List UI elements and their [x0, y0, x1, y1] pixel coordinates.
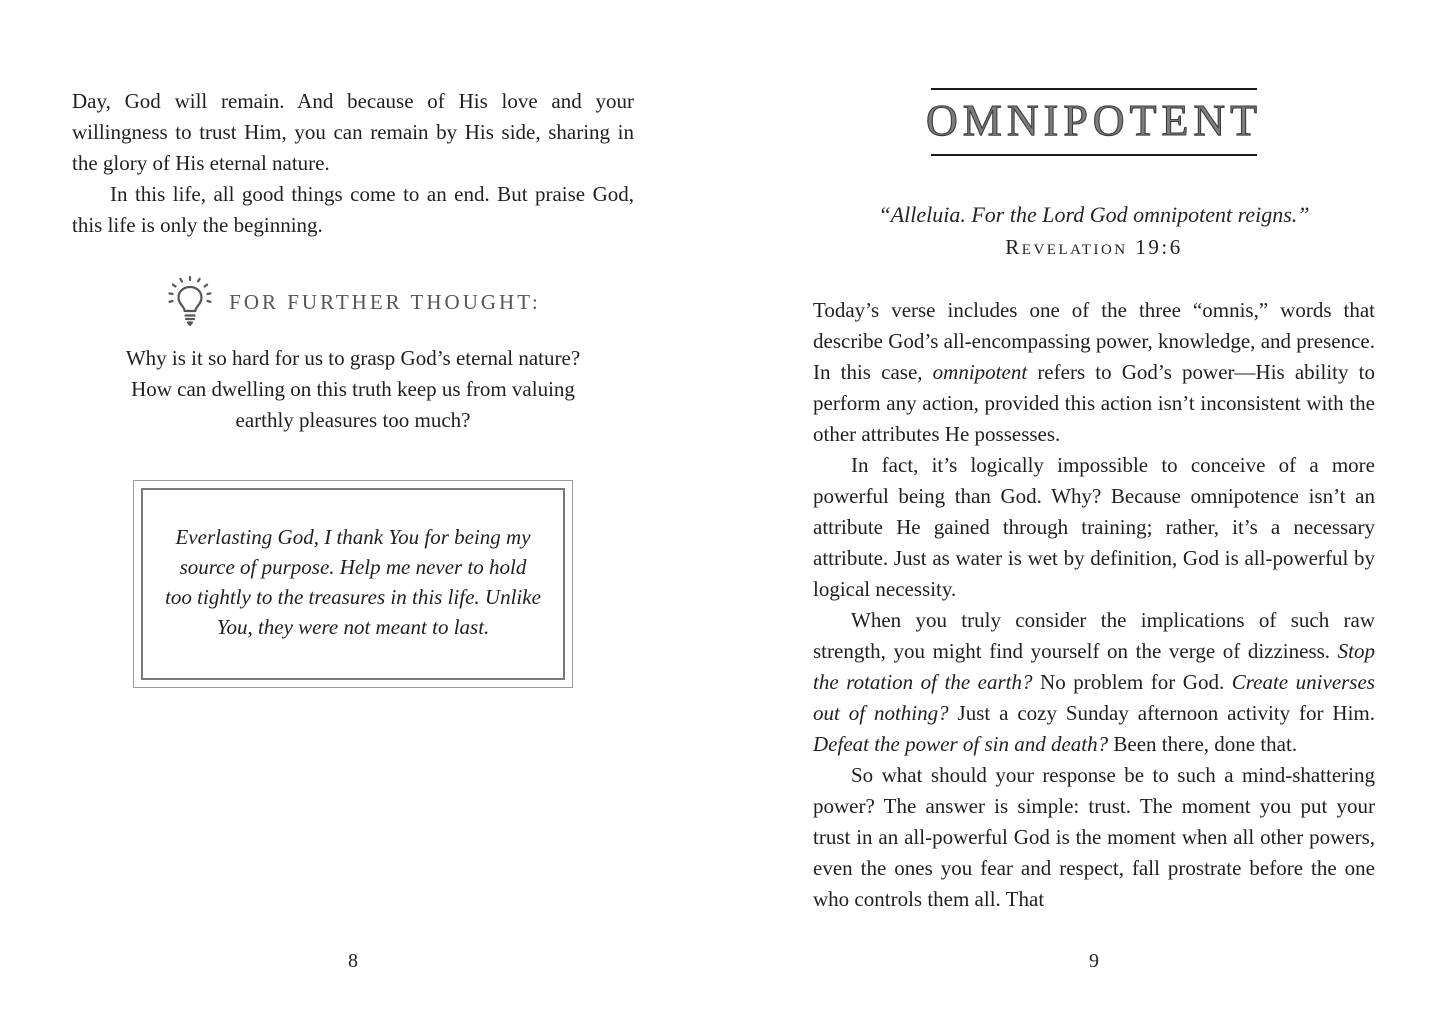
italic-text: Stop the rotation of the earth? [813, 638, 1375, 694]
body-paragraph [813, 605, 1375, 760]
text-run: Day, God will remain. And because of His love and your willingness to trust Him, you can remain by His side, sharing in the glory of His eternal nature. [72, 89, 634, 175]
prayer-box [133, 480, 573, 688]
body-paragraph [72, 179, 634, 241]
text-run: Today’s verse includes one of the three “omnis,” words that describe God’s all-encompassing power, knowledge, and presence. In this case, [813, 297, 1375, 384]
text-run: Been there, done that. [1108, 731, 1298, 756]
prayer-box-inner [141, 488, 565, 680]
further-thought-heading: FOR FURTHER THOUGHT: [229, 289, 541, 314]
text-run: So what should your response be to such a mind-shattering power? The answer is simple: trust. The moment you put your trust in an all-powerful God is the moment when all other powers, even the ones you fear and respect, fall prostrate before the one who controls them all. That [813, 762, 1375, 911]
text-run: Just a cozy Sunday afternoon activity for Him. [948, 700, 1375, 725]
italic-text: Create universes out of nothing? [813, 669, 1375, 725]
chapter-title-block [813, 88, 1375, 156]
italic-text: omnipotent [932, 359, 1028, 384]
epigraph-verse: “Alleluia. For the Lord God omnipotent reigns.” [878, 201, 1310, 227]
chapter-title: OMNIPOTENT [926, 96, 1262, 145]
prayer-text: Everlasting God, I thank You for being my source of purpose. Help me never to hold too tightly to the treasures in this life. Unlike You, they were not meant to last. [165, 525, 541, 639]
further-thought-section [72, 275, 634, 329]
left-page-body [72, 0, 634, 241]
body-paragraph [72, 86, 634, 179]
text-run: In fact, it’s logically impossible to conceive of a more powerful being than God. Why? Because omnipotence isn’t an attribute He gained through training; rather, it’s a necessary attribute. Just as water is wet by definition, God is all-powerful by logical necessity. [813, 452, 1375, 601]
body-paragraph [813, 450, 1375, 605]
text-run: When you truly consider the implications of such raw strength, you might find yourself on the verge of dizziness. [813, 607, 1375, 663]
lightbulb-icon [165, 275, 215, 329]
epigraph [813, 200, 1375, 260]
text-run: No problem for God. [1032, 669, 1232, 694]
right-page [813, 0, 1375, 1012]
text-run: In this life, all good things come to an end. But praise God, this life is only the beginning. [72, 182, 634, 237]
left-page [72, 0, 634, 1012]
title-rule-bottom [931, 154, 1257, 156]
body-paragraph [813, 760, 1375, 915]
page-number-left: 8 [348, 950, 358, 972]
text-run: refers to God’s power—His ability to perform any action, provided this action isn’t inconsistent with the other attributes He possesses. [813, 359, 1375, 446]
italic-text: Defeat the power of sin and death? [813, 731, 1109, 756]
epigraph-reference: Revelation 19:6 [1005, 234, 1183, 259]
further-thought-question: Why is it so hard for us to grasp God’s eternal nature? How can dwelling on this truth keep us from valuing earthly pleasures too much? [125, 346, 581, 432]
page-number-right: 9 [1089, 950, 1099, 972]
body-paragraph [813, 295, 1375, 450]
right-page-body [813, 295, 1375, 915]
